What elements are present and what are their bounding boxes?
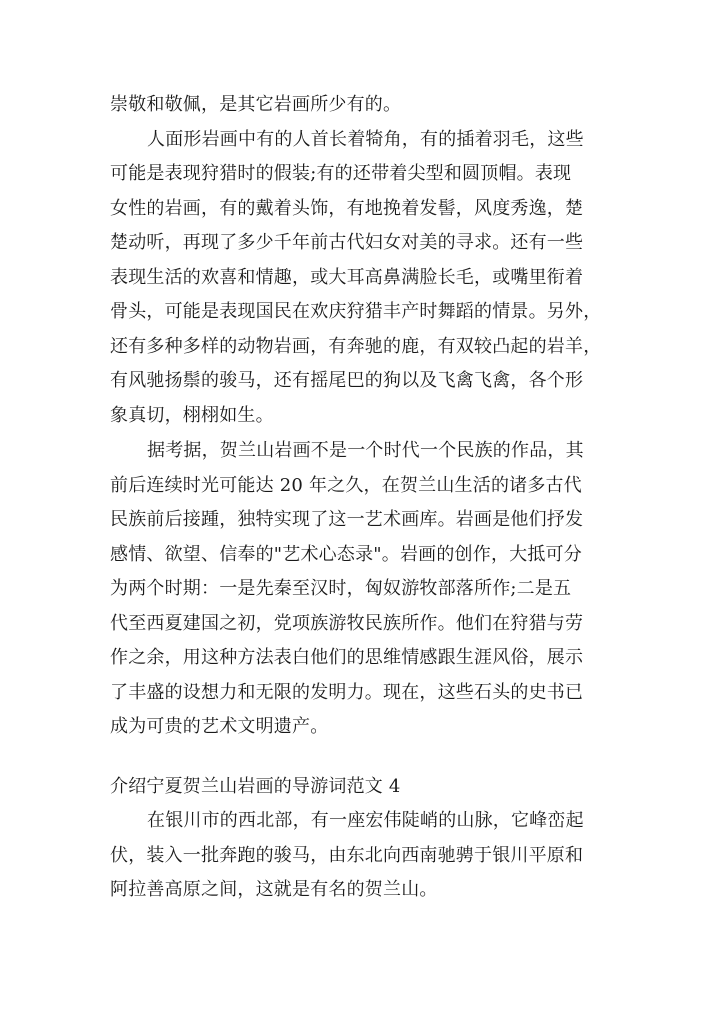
text-line: 女性的岩画，有的戴着头饰，有地挽着发髻，风度秀逸，楚: [110, 197, 584, 219]
text-line: 象真切，栩栩如生。: [110, 404, 274, 426]
section-heading: 介绍宁夏贺兰山岩画的导游词范文 4: [110, 776, 401, 797]
text-line: 崇敬和敬佩，是其它岩画所少有的。: [110, 94, 402, 115]
text-line: 有风驰扬鬃的骏马，还有摇尾巴的狗以及飞禽飞禽，各个形: [110, 370, 584, 391]
text-line: 据考据，贺兰山岩画不是一个时代一个民族的作品，其: [147, 440, 584, 461]
text-line: 表现生活的欢喜和情趣，或大耳高鼻满脸长毛，或嘴里衔着: [110, 266, 584, 288]
text-line: 了丰盛的设想力和无限的发明力。现在，这些石头的史书已: [110, 681, 584, 703]
text-line: 楚动听，再现了多少千年前古代妇女对美的寻求。还有一些: [110, 232, 584, 253]
paragraph-group-2: [110, 434, 630, 745]
text-line: 阿拉善高原之间，这就是有名的贺兰山。: [110, 879, 438, 900]
paragraph-group-1: [110, 88, 630, 433]
text-line: 还有多种多样的动物岩画，有奔驰的鹿，有双较凸起的岩羊，: [110, 335, 602, 357]
text-line: 民族前后接踵，独特实现了这一艺术画库。岩画是他们抒发: [110, 509, 584, 530]
text-line: 骨头，可能是表现国民在欢庆狩猎丰产时舞蹈的情景。另外，: [110, 301, 602, 322]
text-line: 成为可贵的艺术文明遗产。: [110, 716, 329, 737]
text-line: 作之余，用这种方法表白他们的思维情感跟生涯风俗，展示: [110, 647, 584, 668]
text-line: 可能是表现狩猎时的假装;有的还带着尖型和圆顶帽。表现: [110, 163, 572, 184]
text-line: 伏，装入一批奔跑的骏马，由东北向西南驰骋于银川平原和: [110, 844, 584, 866]
paragraph-group-3: [110, 804, 630, 908]
text-line: 人面形岩画中有的人首长着犄角，有的插着羽毛，这些: [147, 128, 584, 150]
text-line: 在银川市的西北部，有一座宏伟陡峭的山脉，它峰峦起: [147, 810, 584, 831]
text-line: 为两个时期：一是先秦至汉时，匈奴游牧部落所作;二是五: [110, 578, 572, 599]
text-line: 前后连续时光可能达 20 年之久，在贺兰山生活的诸多古代: [110, 474, 582, 496]
text-line: 代至西夏建国之初，党项族游牧民族所作。他们在狩猎与劳: [110, 612, 584, 634]
section-heading-block: [110, 770, 630, 805]
text-line: 感情、欲望、信奉的"艺术心态录"。岩画的创作，大抵可分: [110, 543, 582, 565]
